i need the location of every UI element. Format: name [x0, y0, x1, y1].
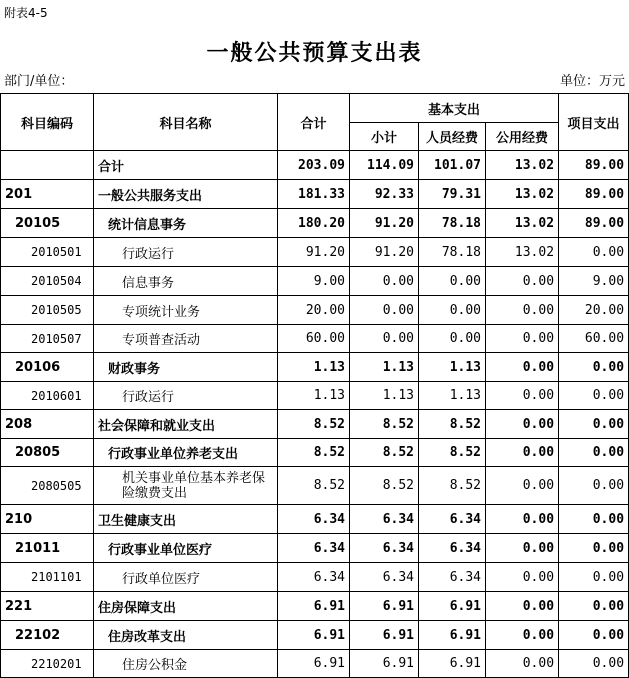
cell-subtotal: 114.09	[350, 151, 419, 180]
cell-total: 8.52	[278, 467, 350, 505]
header-personnel: 人员经费	[419, 123, 486, 151]
cell-project: 89.00	[559, 180, 629, 209]
cell-personnel: 1.13	[419, 353, 486, 382]
cell-public: 13.02	[486, 209, 559, 238]
cell-public: 0.00	[486, 563, 559, 592]
cell-total: 6.91	[278, 621, 350, 650]
cell-project: 0.00	[559, 382, 629, 410]
cell-personnel: 0.00	[419, 267, 486, 296]
table-row	[1, 151, 629, 180]
cell-public: 0.00	[486, 353, 559, 382]
cell-subtotal: 1.13	[350, 382, 419, 410]
cell-name: 专项普查活动	[94, 325, 278, 353]
cell-name: 合计	[94, 151, 278, 180]
cell-subtotal: 6.34	[350, 534, 419, 563]
cell-total: 91.20	[278, 238, 350, 267]
table-row	[1, 325, 629, 353]
table-row	[1, 382, 629, 410]
cell-total: 6.91	[278, 650, 350, 678]
table-row	[1, 410, 629, 439]
table-row	[1, 209, 629, 238]
cell-total: 60.00	[278, 325, 350, 353]
cell-total: 8.52	[278, 439, 350, 467]
cell-total: 9.00	[278, 267, 350, 296]
cell-total: 181.33	[278, 180, 350, 209]
cell-personnel: 8.52	[419, 439, 486, 467]
cell-code: 2101101	[1, 563, 94, 592]
table-row	[1, 563, 629, 592]
cell-subtotal: 8.52	[350, 467, 419, 505]
cell-project: 0.00	[559, 534, 629, 563]
cell-personnel: 78.18	[419, 238, 486, 267]
table-row	[1, 267, 629, 296]
cell-project: 0.00	[559, 505, 629, 534]
table-row	[1, 467, 629, 505]
cell-subtotal: 6.91	[350, 650, 419, 678]
cell-subtotal: 91.20	[350, 209, 419, 238]
cell-name: 住房公积金	[94, 650, 278, 678]
cell-public: 0.00	[486, 592, 559, 621]
cell-code: 2010601	[1, 382, 94, 410]
cell-code: 2080505	[1, 467, 94, 505]
cell-personnel: 1.13	[419, 382, 486, 410]
cell-project: 89.00	[559, 151, 629, 180]
cell-subtotal: 91.20	[350, 238, 419, 267]
cell-total: 6.34	[278, 505, 350, 534]
cell-name: 住房改革支出	[94, 621, 278, 650]
cell-project: 0.00	[559, 621, 629, 650]
cell-subtotal: 0.00	[350, 325, 419, 353]
cell-personnel: 0.00	[419, 296, 486, 325]
cell-total: 20.00	[278, 296, 350, 325]
cell-total: 180.20	[278, 209, 350, 238]
cell-project: 60.00	[559, 325, 629, 353]
cell-public: 0.00	[486, 650, 559, 678]
cell-public: 0.00	[486, 325, 559, 353]
cell-name: 财政事务	[94, 353, 278, 382]
cell-personnel: 6.34	[419, 563, 486, 592]
unit-label: 单位：万元	[559, 74, 625, 89]
cell-total: 6.34	[278, 563, 350, 592]
cell-name: 住房保障支出	[94, 592, 278, 621]
table-row	[1, 296, 629, 325]
cell-code: 21011	[1, 534, 94, 563]
cell-subtotal: 6.34	[350, 505, 419, 534]
cell-public: 0.00	[486, 410, 559, 439]
cell-subtotal: 6.34	[350, 563, 419, 592]
cell-public: 0.00	[486, 534, 559, 563]
cell-personnel: 6.91	[419, 592, 486, 621]
cell-code: 221	[1, 592, 94, 621]
cell-public: 0.00	[486, 505, 559, 534]
cell-code: 20106	[1, 353, 94, 382]
cell-name: 行政运行	[94, 382, 278, 410]
header-public: 公用经费	[486, 123, 559, 151]
cell-code: 22102	[1, 621, 94, 650]
cell-code: 2010504	[1, 267, 94, 296]
cell-name: 专项统计业务	[94, 296, 278, 325]
cell-public: 0.00	[486, 296, 559, 325]
cell-name: 统计信息事务	[94, 209, 278, 238]
department-label: 部门/单位：	[4, 74, 74, 89]
cell-project: 0.00	[559, 353, 629, 382]
cell-code: 2010505	[1, 296, 94, 325]
header-name: 科目名称	[94, 94, 278, 151]
cell-project: 9.00	[559, 267, 629, 296]
cell-project: 0.00	[559, 410, 629, 439]
cell-code: 2210201	[1, 650, 94, 678]
cell-name: 信息事务	[94, 267, 278, 296]
cell-public: 0.00	[486, 267, 559, 296]
table-row	[1, 650, 629, 678]
cell-project: 20.00	[559, 296, 629, 325]
cell-personnel: 79.31	[419, 180, 486, 209]
cell-public: 0.00	[486, 382, 559, 410]
cell-personnel: 78.18	[419, 209, 486, 238]
cell-personnel: 101.07	[419, 151, 486, 180]
cell-public: 13.02	[486, 238, 559, 267]
header-total: 合计	[278, 94, 350, 151]
cell-project: 0.00	[559, 650, 629, 678]
table-row	[1, 180, 629, 209]
cell-code: 20805	[1, 439, 94, 467]
cell-name: 一般公共服务支出	[94, 180, 278, 209]
cell-personnel: 6.34	[419, 534, 486, 563]
cell-project: 89.00	[559, 209, 629, 238]
cell-name: 卫生健康支出	[94, 505, 278, 534]
cell-personnel: 8.52	[419, 467, 486, 505]
cell-project: 0.00	[559, 563, 629, 592]
table-row	[1, 621, 629, 650]
cell-subtotal: 0.00	[350, 296, 419, 325]
cell-project: 0.00	[559, 592, 629, 621]
table-row	[1, 238, 629, 267]
cell-total: 1.13	[278, 353, 350, 382]
cell-total: 1.13	[278, 382, 350, 410]
cell-name: 行政事业单位养老支出	[94, 439, 278, 467]
table-row	[1, 592, 629, 621]
header-project: 项目支出	[559, 94, 629, 151]
cell-project: 0.00	[559, 238, 629, 267]
budget-table	[0, 93, 629, 678]
cell-code: 2010501	[1, 238, 94, 267]
header-subtotal: 小计	[350, 123, 419, 151]
cell-subtotal: 8.52	[350, 439, 419, 467]
table-row	[1, 353, 629, 382]
cell-name: 行政事业单位医疗	[94, 534, 278, 563]
cell-name: 行政运行	[94, 238, 278, 267]
cell-code	[1, 151, 94, 180]
cell-name: 行政单位医疗	[94, 563, 278, 592]
table-row	[1, 439, 629, 467]
cell-name: 机关事业单位基本养老保险缴费支出	[94, 467, 278, 505]
cell-personnel: 0.00	[419, 325, 486, 353]
cell-subtotal: 0.00	[350, 267, 419, 296]
cell-code: 208	[1, 410, 94, 439]
cell-subtotal: 6.91	[350, 621, 419, 650]
cell-subtotal: 8.52	[350, 410, 419, 439]
cell-subtotal: 6.91	[350, 592, 419, 621]
cell-code: 2010507	[1, 325, 94, 353]
cell-total: 203.09	[278, 151, 350, 180]
cell-personnel: 6.34	[419, 505, 486, 534]
header-code: 科目编码	[1, 94, 94, 151]
cell-public: 0.00	[486, 621, 559, 650]
cell-subtotal: 92.33	[350, 180, 419, 209]
cell-name: 社会保障和就业支出	[94, 410, 278, 439]
header-basic: 基本支出	[350, 94, 559, 123]
cell-code: 210	[1, 505, 94, 534]
cell-public: 0.00	[486, 439, 559, 467]
cell-code: 201	[1, 180, 94, 209]
cell-total: 6.91	[278, 592, 350, 621]
cell-project: 0.00	[559, 467, 629, 505]
table-body	[1, 151, 629, 678]
cell-total: 8.52	[278, 410, 350, 439]
cell-personnel: 6.91	[419, 621, 486, 650]
cell-subtotal: 1.13	[350, 353, 419, 382]
cell-public: 13.02	[486, 180, 559, 209]
page-title: 一般公共预算支出表	[206, 41, 423, 66]
cell-code: 20105	[1, 209, 94, 238]
table-row	[1, 505, 629, 534]
table-row	[1, 534, 629, 563]
cell-personnel: 6.91	[419, 650, 486, 678]
attachment-note: 附表4-5	[4, 6, 48, 20]
cell-total: 6.34	[278, 534, 350, 563]
cell-public: 0.00	[486, 467, 559, 505]
cell-personnel: 8.52	[419, 410, 486, 439]
cell-public: 13.02	[486, 151, 559, 180]
cell-project: 0.00	[559, 439, 629, 467]
